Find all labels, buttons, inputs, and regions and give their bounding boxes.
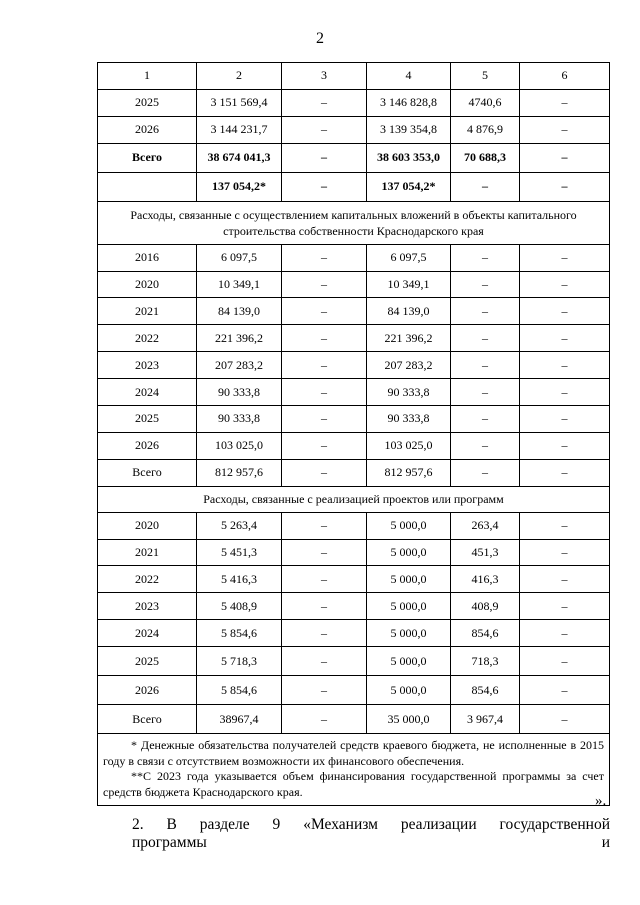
table-cell: –: [451, 459, 520, 486]
total-row: [98, 172, 610, 201]
table-cell: –: [282, 705, 367, 734]
table-cell: –: [282, 172, 367, 201]
table-cell: –: [520, 325, 610, 352]
table-cell: 6 097,5: [367, 244, 451, 271]
table-cell: –: [282, 459, 367, 486]
header-cell: 5: [451, 63, 520, 90]
table-cell: –: [520, 566, 610, 593]
table-cell: 416,3: [451, 566, 520, 593]
section-header-row: [98, 201, 610, 244]
table-cell: –: [520, 705, 610, 734]
table-cell: –: [282, 116, 367, 143]
table-cell: 2022: [98, 325, 197, 352]
table-cell: –: [520, 352, 610, 379]
table-cell: –: [282, 539, 367, 566]
table-cell: –: [282, 271, 367, 298]
table-cell: 5 000,0: [367, 620, 451, 647]
table-cell: 3 967,4: [451, 705, 520, 734]
table-cell: 35 000,0: [367, 705, 451, 734]
table-cell: 6 097,5: [197, 244, 282, 271]
table-cell: 137 054,2*: [367, 172, 451, 201]
table-cell: 5 000,0: [367, 676, 451, 705]
table-cell: –: [520, 676, 610, 705]
total-row: [98, 705, 610, 734]
table-cell: –: [282, 512, 367, 539]
table-cell: –: [451, 172, 520, 201]
total-row: [98, 143, 610, 172]
table-cell: 38967,4: [197, 705, 282, 734]
table-cell: 5 263,4: [197, 512, 282, 539]
table-cell: Всего: [98, 459, 197, 486]
footnote-2: **С 2023 года указывается объем финансирования государственной программы за счет средств бюджета Краснодарского края.: [103, 769, 604, 799]
table-cell: –: [282, 298, 367, 325]
table-cell: –: [520, 459, 610, 486]
table-cell: 10 349,1: [367, 271, 451, 298]
table-cell: 2023: [98, 593, 197, 620]
table-cell: 221 396,2: [367, 325, 451, 352]
table-row: [98, 352, 610, 379]
table-cell: 38 603 353,0: [367, 143, 451, 172]
closing-quote: ».: [595, 793, 607, 809]
table-cell: 2022: [98, 566, 197, 593]
table-cell: Всего: [98, 143, 197, 172]
table-cell: –: [451, 325, 520, 352]
table-cell: 854,6: [451, 676, 520, 705]
table-row: [98, 676, 610, 705]
table-cell: –: [451, 379, 520, 406]
table-cell: 408,9: [451, 593, 520, 620]
table-cell: 5 718,3: [197, 647, 282, 676]
table-cell: 10 349,1: [197, 271, 282, 298]
table-cell: 5 000,0: [367, 512, 451, 539]
table-cell: 221 396,2: [197, 325, 282, 352]
table-cell: –: [282, 432, 367, 459]
table-cell: –: [520, 271, 610, 298]
table-cell: –: [520, 647, 610, 676]
table-cell: 2025: [98, 406, 197, 433]
table-cell: 4740,6: [451, 89, 520, 116]
section-header-row: [98, 486, 610, 512]
table-cell: 451,3: [451, 539, 520, 566]
table-cell: 2021: [98, 298, 197, 325]
table-cell: –: [520, 143, 610, 172]
table-cell: 5 000,0: [367, 566, 451, 593]
body-paragraph: 2. В разделе 9 «Механизм реализации государственной программы и: [132, 816, 610, 851]
table-cell: 90 333,8: [367, 379, 451, 406]
table-cell: 4 876,9: [451, 116, 520, 143]
table-cell: 2024: [98, 620, 197, 647]
table-row: [98, 512, 610, 539]
table-cell: –: [282, 647, 367, 676]
table-row: [98, 406, 610, 433]
header-cell: 6: [520, 63, 610, 90]
table-row: [98, 298, 610, 325]
table-row: [98, 244, 610, 271]
section-title: Расходы, связанные с осуществлением капитальных вложений в объекты капитального строительства собственности Краснодарского края: [98, 201, 610, 244]
table-cell: –: [451, 271, 520, 298]
table-cell: 5 000,0: [367, 539, 451, 566]
table-cell: 5 000,0: [367, 593, 451, 620]
budget-table: [97, 62, 610, 806]
table-cell: 3 144 231,7: [197, 116, 282, 143]
footnotes-row: [98, 734, 610, 806]
table-cell: –: [520, 244, 610, 271]
table-cell: 2026: [98, 116, 197, 143]
table-cell: 103 025,0: [197, 432, 282, 459]
table-cell: 2016: [98, 244, 197, 271]
table-cell: 263,4: [451, 512, 520, 539]
table-cell: –: [282, 325, 367, 352]
table-cell: 3 151 569,4: [197, 89, 282, 116]
table-cell: –: [282, 379, 367, 406]
table-cell: –: [451, 406, 520, 433]
section-title: Расходы, связанные с реализацией проектов или программ: [98, 486, 610, 512]
table-cell: 137 054,2*: [197, 172, 282, 201]
table-cell: 5 854,6: [197, 676, 282, 705]
table-cell: –: [282, 352, 367, 379]
header-cell: 4: [367, 63, 451, 90]
table-cell: 3 139 354,8: [367, 116, 451, 143]
table-cell: 2020: [98, 271, 197, 298]
table-row: [98, 271, 610, 298]
table-cell: –: [520, 172, 610, 201]
table-cell: 3 146 828,8: [367, 89, 451, 116]
table-cell: –: [520, 116, 610, 143]
table-cell: 38 674 041,3: [197, 143, 282, 172]
table-cell: 207 283,2: [197, 352, 282, 379]
table-cell: 5 451,3: [197, 539, 282, 566]
table-cell: –: [520, 539, 610, 566]
table-row: [98, 325, 610, 352]
table-cell: –: [282, 89, 367, 116]
table-row: [98, 620, 610, 647]
table-cell: –: [282, 244, 367, 271]
table-cell: –: [451, 432, 520, 459]
table-cell: 2021: [98, 539, 197, 566]
table-cell: –: [520, 512, 610, 539]
table-cell: –: [451, 352, 520, 379]
table-row: [98, 566, 610, 593]
table-row: [98, 432, 610, 459]
table-cell: Всего: [98, 705, 197, 734]
table-cell: –: [282, 406, 367, 433]
table-cell: 2025: [98, 89, 197, 116]
table-cell: 2026: [98, 432, 197, 459]
table-cell: 812 957,6: [197, 459, 282, 486]
table-cell: –: [520, 406, 610, 433]
table-row: [98, 539, 610, 566]
table-cell: 812 957,6: [367, 459, 451, 486]
table-cell: 2026: [98, 676, 197, 705]
table-cell: –: [520, 432, 610, 459]
table-cell: –: [282, 143, 367, 172]
table-cell: 84 139,0: [197, 298, 282, 325]
table-cell: 854,6: [451, 620, 520, 647]
table-row: [98, 379, 610, 406]
page-number: 2: [316, 30, 324, 47]
table-cell: –: [520, 379, 610, 406]
table-row: [98, 593, 610, 620]
table-cell: 2020: [98, 512, 197, 539]
table-cell: 84 139,0: [367, 298, 451, 325]
table-cell: –: [520, 298, 610, 325]
header-cell: 2: [197, 63, 282, 90]
total-row: [98, 459, 610, 486]
table-header-row: [98, 63, 610, 90]
table-cell: 70 688,3: [451, 143, 520, 172]
table-cell: 90 333,8: [197, 406, 282, 433]
table-cell: 103 025,0: [367, 432, 451, 459]
table-row: [98, 89, 610, 116]
table-cell: 5 000,0: [367, 647, 451, 676]
header-cell: 3: [282, 63, 367, 90]
table-cell: 718,3: [451, 647, 520, 676]
table-cell: –: [451, 244, 520, 271]
table-cell: 5 854,6: [197, 620, 282, 647]
footnote-1: * Денежные обязательства получателей средств краевого бюджета, не исполненные в 2015 году в связи с отсутствием возможности их финансового обеспечения.: [103, 738, 604, 768]
table-cell: 2023: [98, 352, 197, 379]
table-cell: –: [520, 89, 610, 116]
table-cell: –: [282, 620, 367, 647]
header-cell: 1: [98, 63, 197, 90]
table-row: [98, 116, 610, 143]
table-cell: [98, 172, 197, 201]
table-cell: 90 333,8: [197, 379, 282, 406]
table-cell: 90 333,8: [367, 406, 451, 433]
table-cell: 207 283,2: [367, 352, 451, 379]
table-cell: –: [282, 593, 367, 620]
table-cell: –: [451, 298, 520, 325]
footnotes-cell: [98, 734, 610, 806]
table-row: [98, 647, 610, 676]
table-cell: –: [520, 620, 610, 647]
table-cell: 2025: [98, 647, 197, 676]
table-cell: –: [282, 676, 367, 705]
table-cell: 5 416,3: [197, 566, 282, 593]
table-cell: –: [520, 593, 610, 620]
table-cell: 5 408,9: [197, 593, 282, 620]
table-cell: –: [282, 566, 367, 593]
table-cell: 2024: [98, 379, 197, 406]
